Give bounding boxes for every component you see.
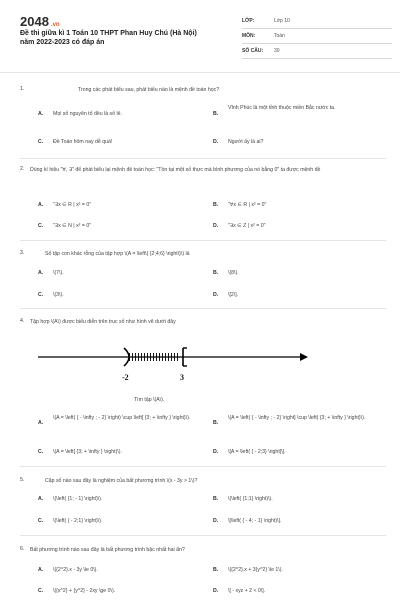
question-number: 1.: [20, 86, 25, 92]
option-text: \({2^2}.x - 3y \le 0\).: [53, 567, 98, 573]
meta-row-count: [242, 44, 392, 59]
meta-value: Toán: [274, 33, 285, 39]
option-letter: D.: [213, 139, 219, 145]
divider: [20, 158, 386, 159]
meta-label: SỐ CÂU:: [242, 48, 264, 54]
option-letter: D.: [213, 292, 219, 298]
option-letter: C.: [38, 292, 44, 298]
question-stem: Tập hợp \(A\) được biểu diễn trên trục số như hình vẽ dưới đây: [30, 319, 176, 325]
exam-meta-table: [242, 14, 392, 59]
option-text: \[A = \left( { - 2;3} \right]\].: [228, 449, 286, 455]
option-text: \[ - xyz + 2 < 0\].: [228, 588, 266, 594]
option-letter: A.: [38, 496, 44, 502]
question-number: 5.: [20, 477, 25, 483]
question-stem: Bất phương trình nào sau đây là bất phương trình bậc nhất hai ẩn?: [30, 547, 185, 553]
option-letter: B.: [213, 111, 219, 117]
option-text: \(A = \left[ {3; + \infty } \right)\).: [53, 449, 122, 455]
divider: [20, 466, 386, 467]
divider: [20, 308, 386, 309]
option-text: \(3\).: [53, 292, 64, 298]
divider: [20, 535, 386, 536]
question-stem: Cặp số nào sau đây là nghiệm của bất phương trình \(x - 3y > 1\)?: [45, 478, 198, 484]
option-text: \({x^2} + {y^2} - 2xy \ge 0\).: [53, 588, 116, 594]
option-text: \(\left( { - 2;1} \right)\).: [53, 518, 103, 524]
option-letter: A.: [38, 420, 44, 426]
label-three: 3: [180, 373, 184, 382]
exam-header: [20, 14, 386, 64]
divider: [20, 240, 386, 241]
question-number: 2.: [20, 166, 25, 172]
logo-text: 2048: [20, 14, 49, 29]
question-number: 4.: [20, 318, 25, 324]
option-letter: B.: [213, 496, 219, 502]
option-text: \[\left( { - 4; - 1} \right)\].: [228, 518, 282, 524]
hatched-region: [128, 353, 180, 361]
option-letter: D.: [213, 588, 219, 594]
option-text: \(A = \left( { - \infty ; - 2} \right] \cup \left( {3; + \infty } \right)\).: [228, 415, 366, 421]
option-letter: D.: [213, 518, 219, 524]
option-text: \(\left( {1; - 1} \right)\).: [53, 496, 103, 502]
option-text: "∃x ∈ N | x² = 0": [53, 223, 92, 229]
meta-row-class: [242, 14, 392, 29]
option-letter: A.: [38, 270, 44, 276]
meta-value: Lớp 10: [274, 18, 290, 24]
option-letter: D.: [213, 449, 219, 455]
option-text: Mọi số nguyên tố đều là số lẻ.: [53, 111, 122, 117]
option-text: Người ấy là ai?: [228, 139, 264, 145]
question-stem: Dùng kí hiệu "∀, ∃" để phát biểu lại mệnh đề toán học: "Tồn tại một số thực mà bình phương của nó bằng 0" ta được mệnh đề: [30, 167, 321, 173]
option-text: Đề Toán hôm nay dễ quá!: [53, 139, 113, 145]
option-text: \(7\).: [53, 270, 64, 276]
option-text: "∀x ∈ R | x² = 0": [228, 202, 267, 208]
meta-label: MÔN:: [242, 33, 256, 39]
page-title: Đề thi giữa kì 1 Toán 10 THPT Phan Huy Chú (Hà Nội) năm 2022-2023 có đáp án: [20, 30, 197, 46]
meta-value: 30: [274, 48, 280, 54]
question-stem: Trong các phát biểu sau, phát biểu nào là mệnh đề toán học?: [78, 87, 220, 93]
meta-label: LỚP:: [242, 18, 255, 24]
label-minus-two: -2: [122, 373, 129, 382]
option-text: "∃x ∈ R | x² = 0": [53, 202, 92, 208]
option-letter: B.: [213, 567, 219, 573]
meta-row-subject: [242, 29, 392, 44]
option-letter: A.: [38, 567, 44, 573]
option-letter: C.: [38, 139, 44, 145]
option-letter: D.: [213, 223, 219, 229]
question-number: 3.: [20, 250, 25, 256]
option-letter: C.: [38, 223, 44, 229]
option-text: Vĩnh Phúc là một tỉnh thuộc miền Bắc nước ta.: [228, 105, 336, 111]
question-stem: Số tập con khác rỗng của tập hợp \(A = \left\{ {2;4;6} \right\}\) là: [45, 251, 190, 257]
option-letter: B.: [213, 420, 219, 426]
option-text: "∃x ∈ Z | x² = 0": [228, 223, 266, 229]
option-text: \({2^2}.x + 3{y^2} \le 1\).: [228, 567, 283, 573]
option-text: \(8\).: [228, 270, 239, 276]
option-text: \(\left( {1;1} \right)\).: [228, 496, 273, 502]
option-letter: A.: [38, 111, 44, 117]
logo-suffix: .vn: [50, 22, 60, 28]
option-letter: B.: [213, 202, 219, 208]
option-text: \(A = \left( { - \infty ; - 2} \right) \cup \left[ {3; + \infty } \right)\).: [53, 415, 191, 421]
option-letter: C.: [38, 588, 44, 594]
question-number: 6.: [20, 546, 25, 552]
option-letter: C.: [38, 449, 44, 455]
number-line-svg: [38, 345, 308, 385]
option-text: \[2\].: [228, 292, 239, 298]
number-line-figure: [38, 345, 308, 385]
option-letter: B.: [213, 270, 219, 276]
question-subprompt: Tìm tập \(A\).: [134, 397, 165, 403]
option-letter: C.: [38, 518, 44, 524]
divider: [0, 72, 400, 73]
axis-arrow-icon: [300, 353, 308, 361]
site-logo[interactable]: [20, 14, 60, 29]
option-letter: A.: [38, 202, 44, 208]
